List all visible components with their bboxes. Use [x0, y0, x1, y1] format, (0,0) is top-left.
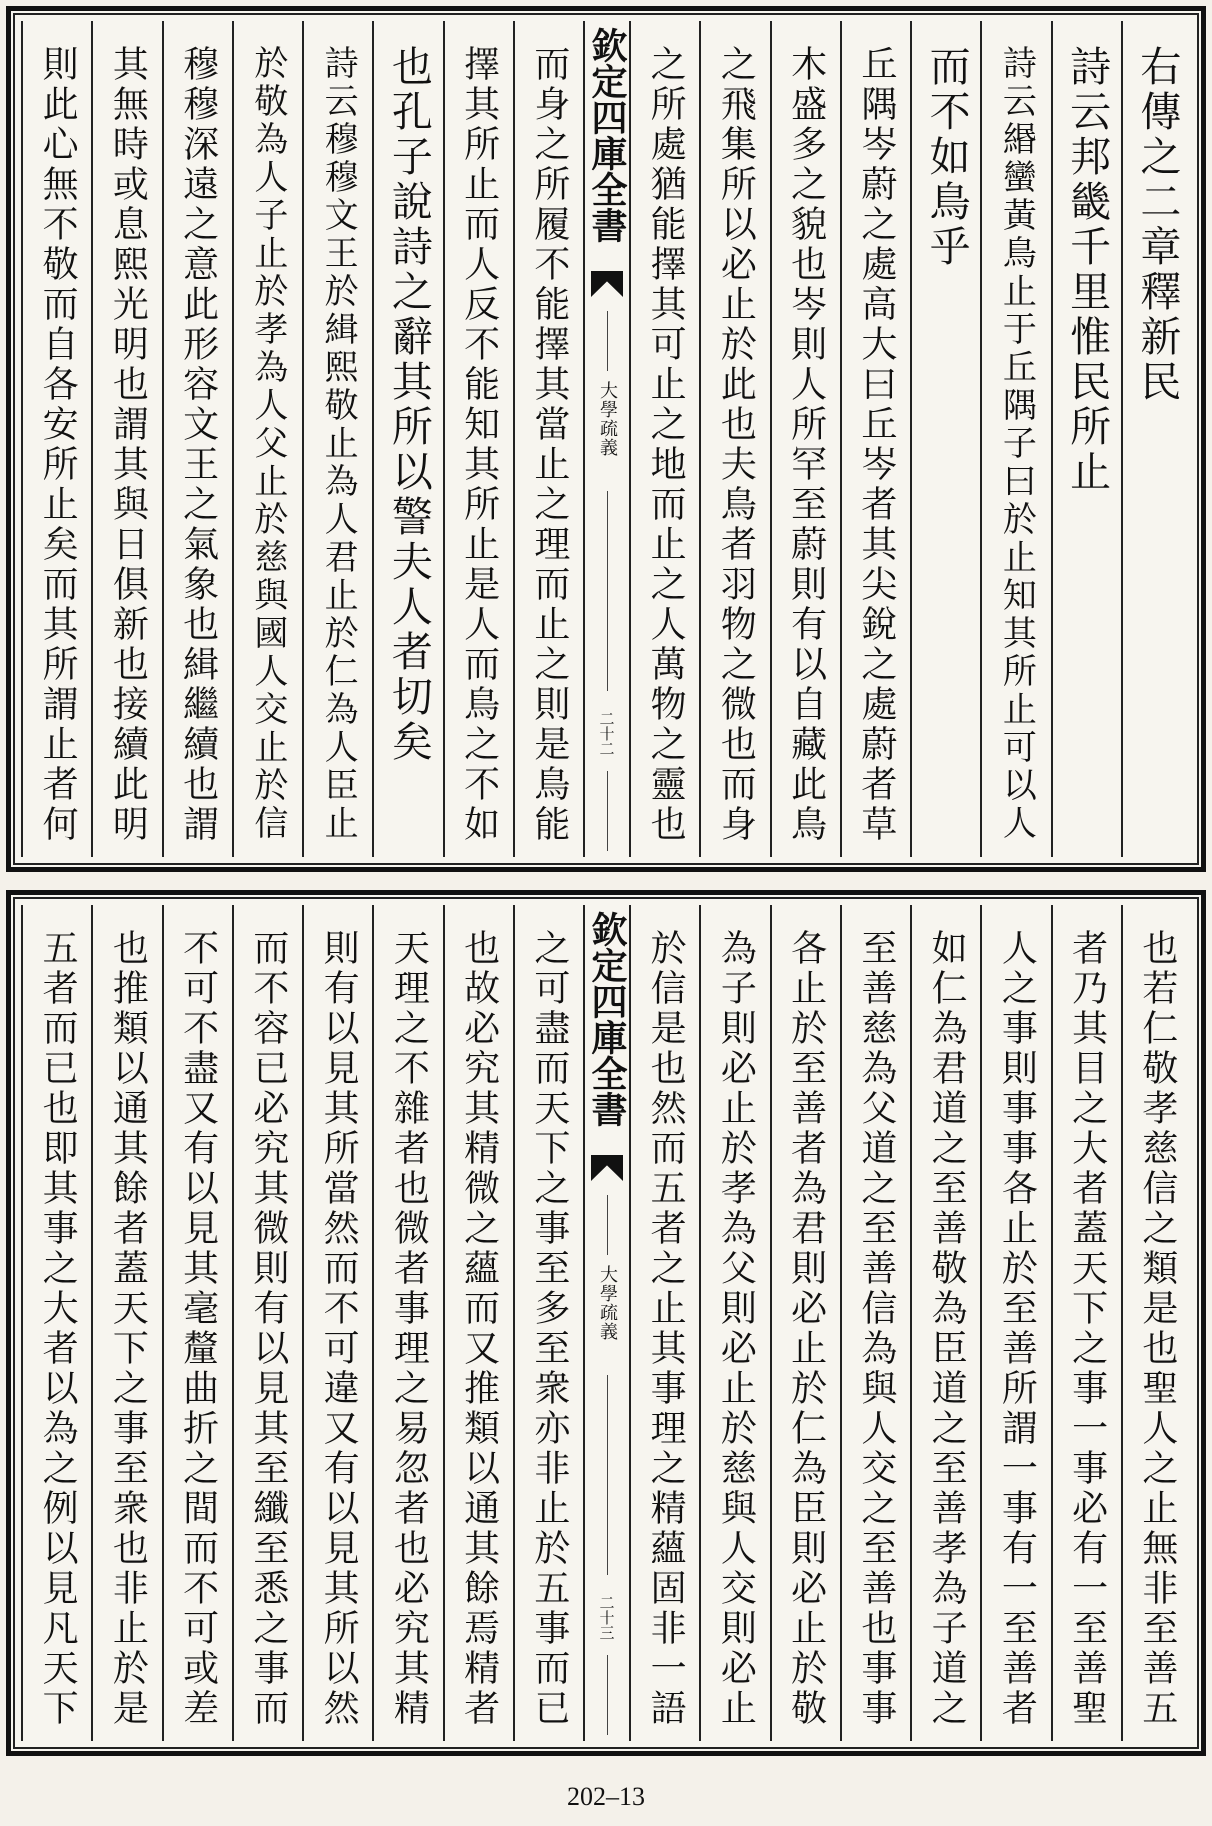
text-column — [91, 21, 161, 857]
text-column — [1121, 905, 1191, 1741]
column-text: 為子則必止於孝為父則必止於慈與人交則必止 — [715, 929, 757, 1729]
column-text: 各止於至善者為君則必止於仁為臣則必止於敬 — [785, 929, 827, 1729]
top-page — [6, 6, 1206, 872]
text-column — [980, 905, 1050, 1741]
text-column — [910, 905, 980, 1741]
page-footer-label: 202–13 — [567, 1782, 645, 1811]
column-text: 者乃其目之大者蓋天下之事一事必有一至善聖 — [1066, 929, 1108, 1729]
text-column — [372, 905, 442, 1741]
top-page-columns — [21, 21, 1191, 857]
text-column — [513, 905, 583, 1741]
book-subtitle: 大學疏義 — [597, 381, 618, 457]
leaf-number: 二十三 — [597, 1595, 616, 1640]
column-text: 木盛多之貌也岑則人所罕至蔚則有以自藏此鳥 — [785, 45, 827, 845]
center-rule — [607, 491, 608, 691]
column-text: 不可不盡又有以見其毫釐曲折之間而不可或差 — [177, 929, 219, 1729]
text-column — [372, 21, 442, 857]
text-column — [980, 21, 1050, 857]
text-column — [699, 905, 769, 1741]
leaf-number: 二十二 — [597, 711, 616, 756]
text-column — [302, 905, 372, 1741]
column-text: 則此心無不敬而自各安所止矣而其所謂止者何 — [37, 45, 79, 845]
center-margin-column — [583, 905, 629, 1741]
text-column — [513, 21, 583, 857]
column-text: 天理之不雜者也微者事理之易忽者也必究其精 — [388, 929, 430, 1729]
fishtail-mark — [591, 1155, 623, 1181]
text-column — [302, 21, 372, 857]
column-text: 於敬為人子止於孝為人父止於慈與國人交止於信 — [247, 45, 288, 843]
text-column — [840, 905, 910, 1741]
column-text: 右傳之二章釋新民 — [1133, 45, 1182, 405]
text-column — [21, 21, 91, 857]
center-rule — [607, 311, 608, 371]
center-rule — [607, 1375, 608, 1575]
column-text: 穆穆深遠之意此形容文王之氣象也緝繼續也謂 — [177, 45, 219, 845]
text-column — [443, 21, 513, 857]
column-text: 也推類以通其餘者蓋天下之事至衆也非止於是 — [107, 929, 149, 1729]
column-text: 詩云穆穆文王於緝熙敬止為人君止於仁為人臣止 — [318, 45, 359, 843]
text-column — [91, 905, 161, 1741]
column-text: 而不容已必究其微則有以見其至纖至悉之事而 — [247, 929, 289, 1729]
text-column — [1121, 21, 1191, 857]
text-column — [910, 21, 980, 857]
column-text: 則有以見其所當然而不可違又有以見其所以然 — [318, 929, 360, 1729]
column-text: 之所處猶能擇其可止之地而止之人萬物之靈也 — [645, 45, 687, 845]
column-text: 詩云邦畿千里惟民所止 — [1063, 45, 1112, 495]
text-column — [1051, 21, 1121, 857]
column-text: 之可盡而天下之事至多至衆亦非止於五事而已 — [528, 929, 570, 1729]
text-column — [629, 21, 699, 857]
column-text: 人之事則事事各止於至善所謂一事有一至善者 — [996, 929, 1038, 1729]
column-text: 詩云緡蠻黃鳥止于丘隅子曰於止知其所止可以人 — [996, 45, 1037, 843]
column-text: 也孔子說詩之辭其所以警夫人者切矣 — [384, 45, 433, 765]
column-text: 也若仁敬孝慈信之類是也聖人之止無非至善五 — [1136, 929, 1178, 1729]
column-text: 也故必究其精微之蘊而又推類以通其餘焉精者 — [458, 929, 500, 1729]
text-column — [1051, 905, 1121, 1741]
column-text: 而不如鳥乎 — [922, 45, 971, 270]
text-column — [232, 905, 302, 1741]
fishtail-mark — [591, 271, 623, 297]
column-text: 五者而已也即其事之大者以為之例以見凡天下 — [37, 929, 79, 1729]
text-column — [699, 21, 769, 857]
text-column — [629, 905, 699, 1741]
column-text: 擇其所止而人反不能知其所止是人而鳥之不如 — [458, 45, 500, 845]
column-text: 而身之所履不能擇其當止之理而止之則是鳥能 — [528, 45, 570, 845]
column-text: 至善慈為父道之至善信為與人交之至善也事事 — [855, 929, 897, 1729]
text-column — [162, 905, 232, 1741]
column-text: 丘隅岑蔚之處高大曰丘岑者其尖銳之處蔚者草 — [855, 45, 897, 845]
bottom-page — [6, 890, 1206, 1756]
column-text: 之飛集所以必止於此也夫鳥者羽物之微也而身 — [715, 45, 757, 845]
text-column — [770, 905, 840, 1741]
text-column — [21, 905, 91, 1741]
text-column — [162, 21, 232, 857]
text-column — [840, 21, 910, 857]
book-subtitle: 大學疏義 — [597, 1265, 618, 1341]
center-rule — [607, 1195, 608, 1255]
text-column — [232, 21, 302, 857]
text-column — [770, 21, 840, 857]
column-text: 於信是也然而五者之止其事理之精蘊固非一語 — [645, 929, 687, 1729]
book-title: 欽定四庫全書 — [586, 27, 628, 243]
bottom-page-columns — [21, 905, 1191, 1741]
column-text: 如仁為君道之至善敬為臣道之至善孝為子道之 — [926, 929, 968, 1729]
center-rule — [607, 771, 608, 851]
book-title: 欽定四庫全書 — [586, 911, 628, 1127]
center-rule — [607, 1655, 608, 1735]
center-margin-column — [583, 21, 629, 857]
text-column — [443, 905, 513, 1741]
column-text: 其無時或息熙光明也謂其與日俱新也接續此明 — [107, 45, 149, 845]
